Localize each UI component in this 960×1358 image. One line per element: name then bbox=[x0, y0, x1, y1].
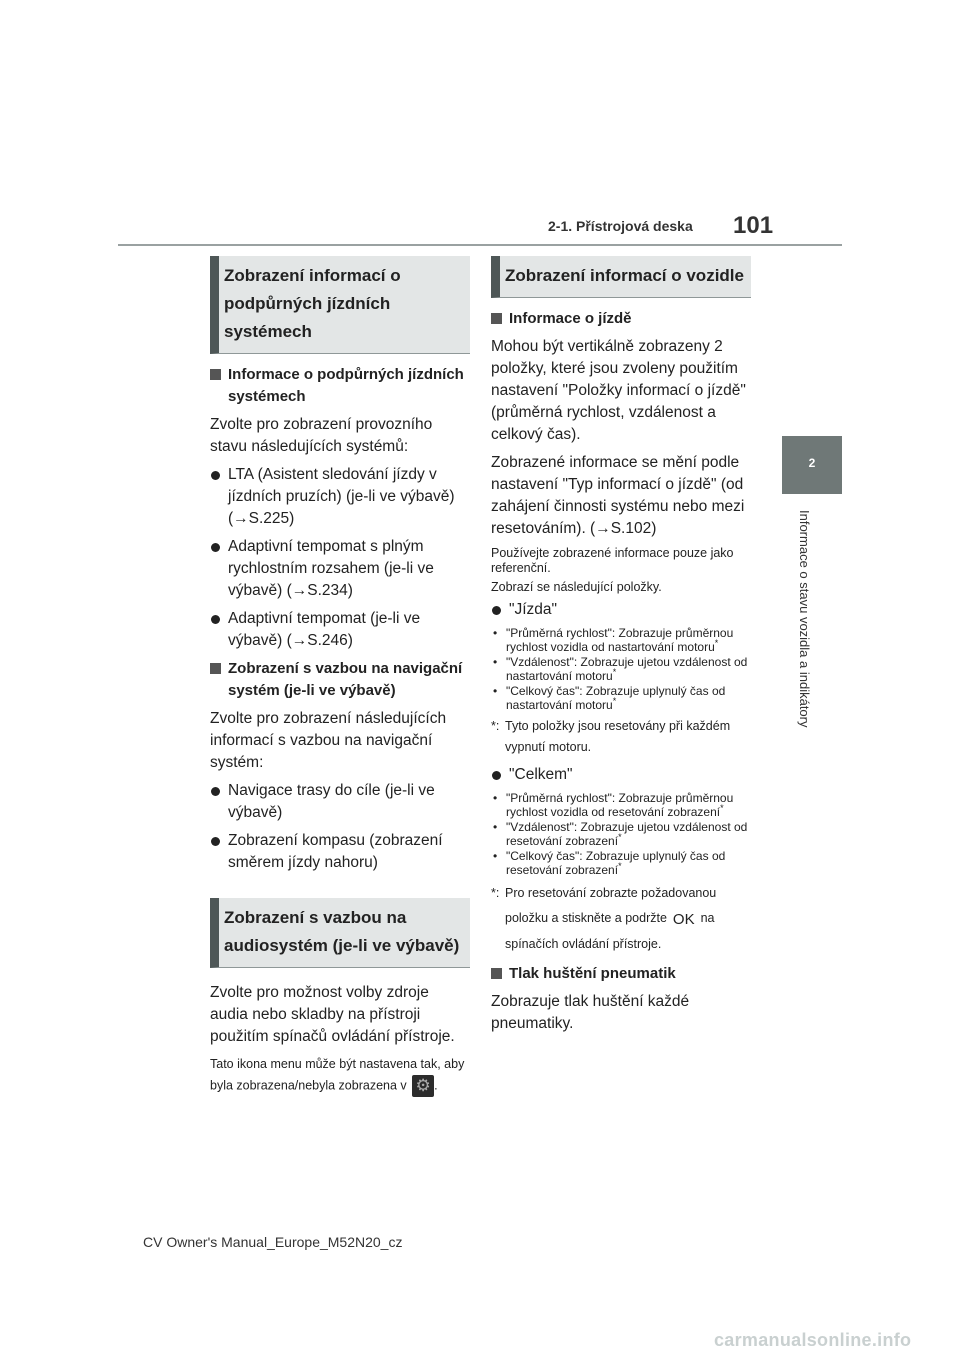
right-column bbox=[491, 256, 751, 1041]
subheading-tire-pressure: Tlak huštění pneumatik bbox=[491, 963, 751, 985]
paragraph: Zvolte pro zobrazení následujících informací s vazbou na navigační systém: bbox=[210, 710, 447, 771]
footnote-text: Pro resetování zobrazte požadovanou položku a stiskněte a podržte bbox=[505, 886, 717, 925]
footnote-mark: *: bbox=[491, 886, 500, 900]
paragraph: Zobrazuje tlak huštění každé pneumatiky. bbox=[491, 993, 690, 1032]
section-box-audio: Zobrazení s vazbou na audiosystém (je-li ve výbavě) bbox=[210, 898, 470, 968]
list-item: Adaptivní tempomat (je-li ve výbavě) (→S.246) bbox=[210, 608, 470, 652]
header-divider bbox=[118, 244, 842, 246]
ok-button-icon: OK bbox=[672, 911, 695, 928]
left-column bbox=[210, 256, 470, 1101]
footnote bbox=[491, 716, 751, 758]
chapter-title: Informace o stavu vozidla a indikátory bbox=[797, 510, 812, 728]
sub-list-item: • "Celkový čas": Zobrazuje uplynulý čas od resetování zobrazení* bbox=[491, 850, 751, 877]
section-box-vehicle-info: Zobrazení informací o vozidle bbox=[491, 256, 751, 298]
section-title: 2-1. Přístrojová deska bbox=[548, 218, 693, 234]
subheading-trip-info: Informace o jízdě bbox=[491, 308, 751, 330]
paragraph: Zvolte pro možnost volby zdroje audia nebo skladby na přístroji použitím spínačů ovládání přístroje. bbox=[210, 984, 455, 1045]
sub-list-item: • "Průměrná rychlost": Zobrazuje průměrnou rychlost vozidla od nastartování motoru* bbox=[491, 627, 751, 654]
note-end: . bbox=[434, 1078, 438, 1093]
footer-text: CV Owner's Manual_Europe_M52N20_cz bbox=[143, 1234, 403, 1250]
watermark: carmanualsonline.info bbox=[714, 1330, 912, 1350]
section-box-support-systems: Zobrazení informací o podpůrných jízdních systémech bbox=[210, 256, 470, 354]
small-paragraph: Používejte zobrazené informace pouze jako referenční. bbox=[491, 546, 734, 575]
small-paragraph: Zobrazí se následující položky. bbox=[491, 580, 662, 594]
footnote-mark: *: bbox=[491, 719, 500, 733]
gear-icon bbox=[412, 1075, 434, 1097]
chapter-tab bbox=[782, 436, 842, 494]
paragraph: Zobrazené informace se mění podle nastavení "Typ informací o jízdě" (od zahájení činnosti systému nebo mezi resetováním). (→S.102) bbox=[491, 454, 745, 537]
paragraph: Zvolte pro zobrazení provozního stavu následujících systémů: bbox=[210, 416, 433, 455]
list-item-celkem: "Celkem" bbox=[491, 764, 751, 786]
list-item: LTA (Asistent sledování jízdy v jízdních pruzích) (je-li ve výbavě) (→S.225) bbox=[210, 464, 470, 530]
menu-icon-note: Tato ikona menu může být nastavena tak, aby byla zobrazena/nebyla zobrazena v bbox=[210, 1057, 465, 1093]
sub-list-item: • "Vzdálenost": Zobrazuje ujetou vzdálenost od nastartování motoru* bbox=[491, 656, 751, 683]
list-item: Adaptivní tempomat s plným rychlostním rozsahem (je-li ve výbavě) (→S.234) bbox=[210, 536, 470, 602]
paragraph: Mohou být vertikálně zobrazeny 2 položky, které jsou zvoleny použitím nastavení "Položky informací o jízdě" (průměrná rychlost, vzdálenost a celkový čas). bbox=[491, 338, 746, 443]
subheading-navigation: Zobrazení s vazbou na navigační systém (je-li ve výbavě) bbox=[210, 658, 470, 702]
footnote bbox=[491, 881, 751, 957]
list-item: Zobrazení kompasu (zobrazení směrem jízdy nahoru) bbox=[210, 830, 470, 874]
sub-list-item: • "Průměrná rychlost": Zobrazuje průměrnou rychlost vozidla od resetování zobrazení* bbox=[491, 792, 751, 819]
footnote-text: Tyto položky jsou resetovány při každém vypnutí motoru. bbox=[505, 719, 731, 754]
subheading-support-info: Informace o podpůrných jízdních systémech bbox=[210, 364, 470, 408]
list-item-jizda: "Jízda" bbox=[491, 599, 751, 621]
sub-list-item: • "Vzdálenost": Zobrazuje ujetou vzdálenost od resetování zobrazení* bbox=[491, 821, 751, 848]
footnote-text-end: na spínačích ovládání přístroje. bbox=[505, 911, 715, 951]
chapter-number: 2 bbox=[808, 456, 816, 470]
note-paragraph bbox=[210, 1054, 470, 1097]
list-item: Navigace trasy do cíle (je-li ve výbavě) bbox=[210, 780, 470, 824]
page-number: 101 bbox=[733, 212, 774, 239]
sub-list-item: • "Celkový čas": Zobrazuje uplynulý čas od nastartování motoru* bbox=[491, 685, 751, 712]
